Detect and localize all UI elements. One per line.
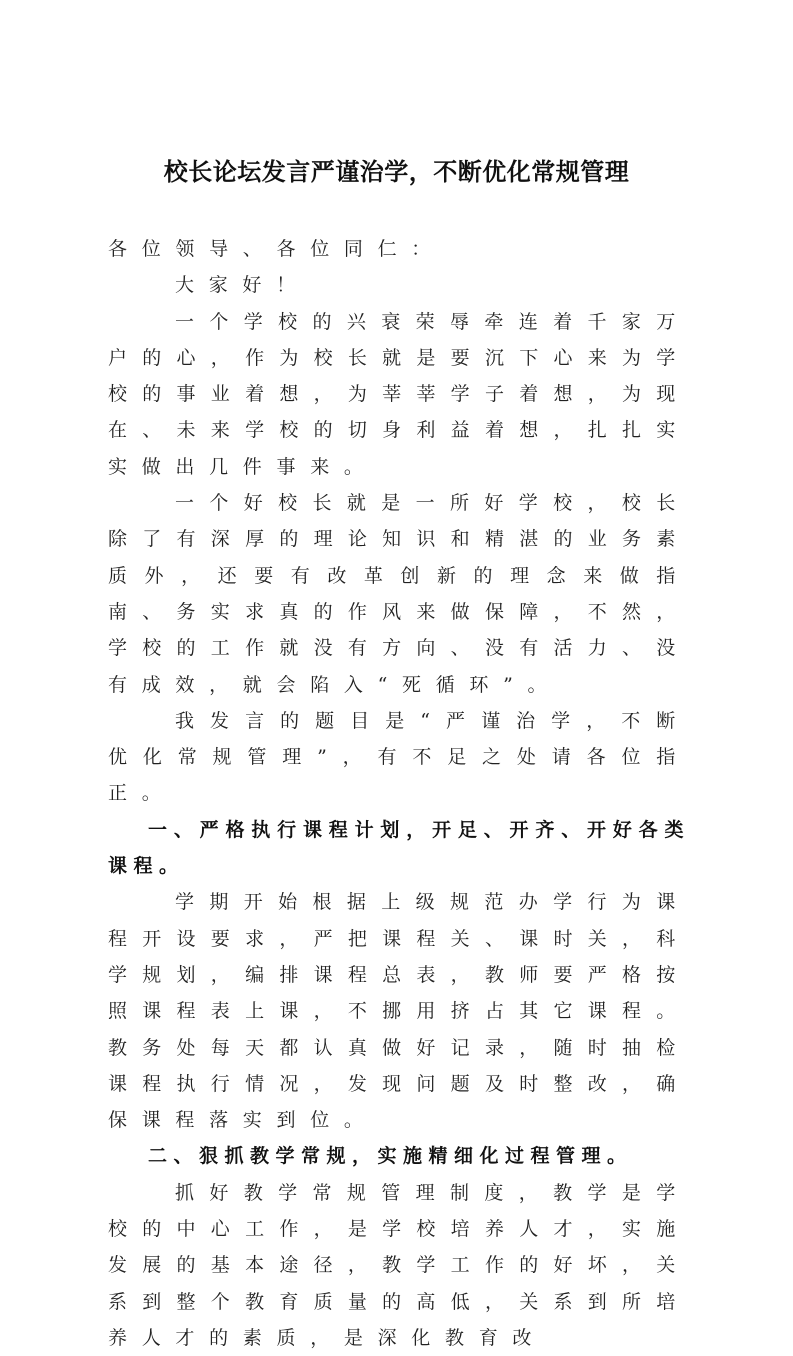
- paragraph-intro-2: 一个好校长就是一所好学校，校长除了有深厚的理论知识和精湛的业务素质外，还要有改革创新的理念来做指南、务实求真的作风来做保障，不然，学校的工作就没有方向、没有活力、没有成效，就会陷入“死循环”。: [108, 492, 690, 696]
- paragraph-intro-3: 我发言的题目是“严谨治学，不断优化常规管理”，有不足之处请各位指正。: [108, 709, 690, 805]
- salutation: 各位领导、各位同仁：: [108, 238, 446, 260]
- section-text-1: 学期开始根据上级规范办学行为课程开设要求，严把课程关、课时关，科学规划，编排课程总表，教师要严格按照课程表上课，不挪用挤占其它课程。教务处每天都认真做好记录，随时抽检课程执行情况，发现问题及时整改，确保课程落实到位。: [108, 891, 690, 1132]
- section-text-2: 抓好教学常规管理制度，教学是学校的中心工作，是学校培养人才，实施发展的基本途径，教学工作的好坏，关系到整个教育质量的高低，关系到所培养人才的素质，是深化教育改: [108, 1181, 690, 1349]
- paragraph-intro-1: 一个学校的兴衰荣辱牵连着千家万户的心，作为校长就是要沉下心来为学校的事业着想，为莘莘学子着想，为现在、未来学校的切身利益着想，扎扎实实做出几件事来。: [108, 310, 690, 478]
- document-body: [108, 231, 690, 1356]
- document-title: 校长论坛发言严谨治学，不断优化常规管理: [163, 158, 630, 186]
- section-heading-1: 一、严格执行课程计划，开足、开齐、开好各类课程。: [108, 818, 690, 878]
- section-heading-2: 二、狠抓教学常规，实施精细化过程管理。: [148, 1145, 633, 1168]
- greeting: 大家好！: [175, 274, 310, 297]
